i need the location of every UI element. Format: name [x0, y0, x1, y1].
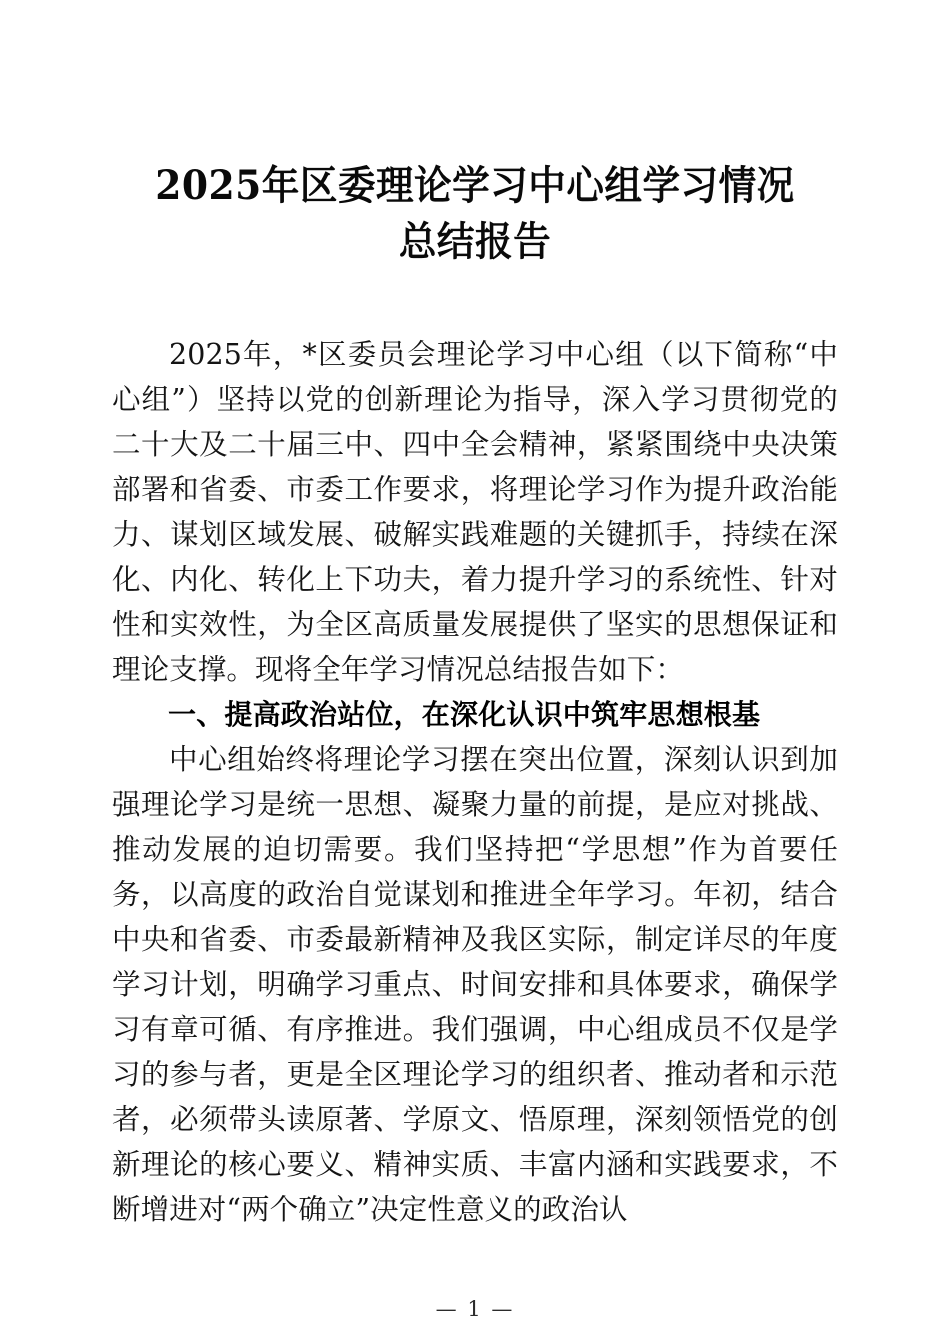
document-body: [112, 0, 838, 1232]
document-title-line-1: 2025年区委理论学习中心组学习情况: [155, 162, 795, 209]
section-heading-1: 一、提高政治站位，在深化认识中筑牢思想根基: [168, 699, 761, 730]
page-number-footer: — 1 —: [435, 1297, 515, 1321]
document-title-line-2: 总结报告: [398, 218, 552, 265]
paragraph-section-1-body: 中心组始终将理论学习摆在突出位置，深刻认识到加强理论学习是统一思想、凝聚力量的前提，是应对挑战、推动发展的迫切需要。我们坚持把“学思想”作为首要任务，以高度的政治自觉谋划和推进全年学习。年初，结合中央和省委、市委最新精神及我区实际，制定详尽的年度学习计划，明确学习重点、时间安排和具体要求，确保学习有章可循、有序推进。我们强调，中心组成员不仅是学习的参与者，更是全区理论学习的组织者、推动者和示范者，必须带头读原著、学原文、悟原理，深刻领悟党的创新理论的核心要义、精神实质、丰富内涵和实践要求，不断增进对“两个确立”决定性意义的政治认: [112, 743, 838, 1226]
paragraph-intro: 2025年，*区委员会理论学习中心组（以下简称“中心组”）坚持以党的创新理论为指导，深入学习贯彻党的二十大及二十届三中、四中全会精神，紧紧围绕中央决策部署和省委、市委工作要求，将理论学习作为提升政治能力、谋划区域发展、破解实践难题的关键抓手，持续在深化、内化、转化上下功夫，着力提升学习的系统性、针对性和实效性，为全区高质量发展提供了坚实的思想保证和理论支撑。现将全年学习情况总结报告如下：: [112, 338, 838, 686]
document-title: [134, 0, 816, 270]
